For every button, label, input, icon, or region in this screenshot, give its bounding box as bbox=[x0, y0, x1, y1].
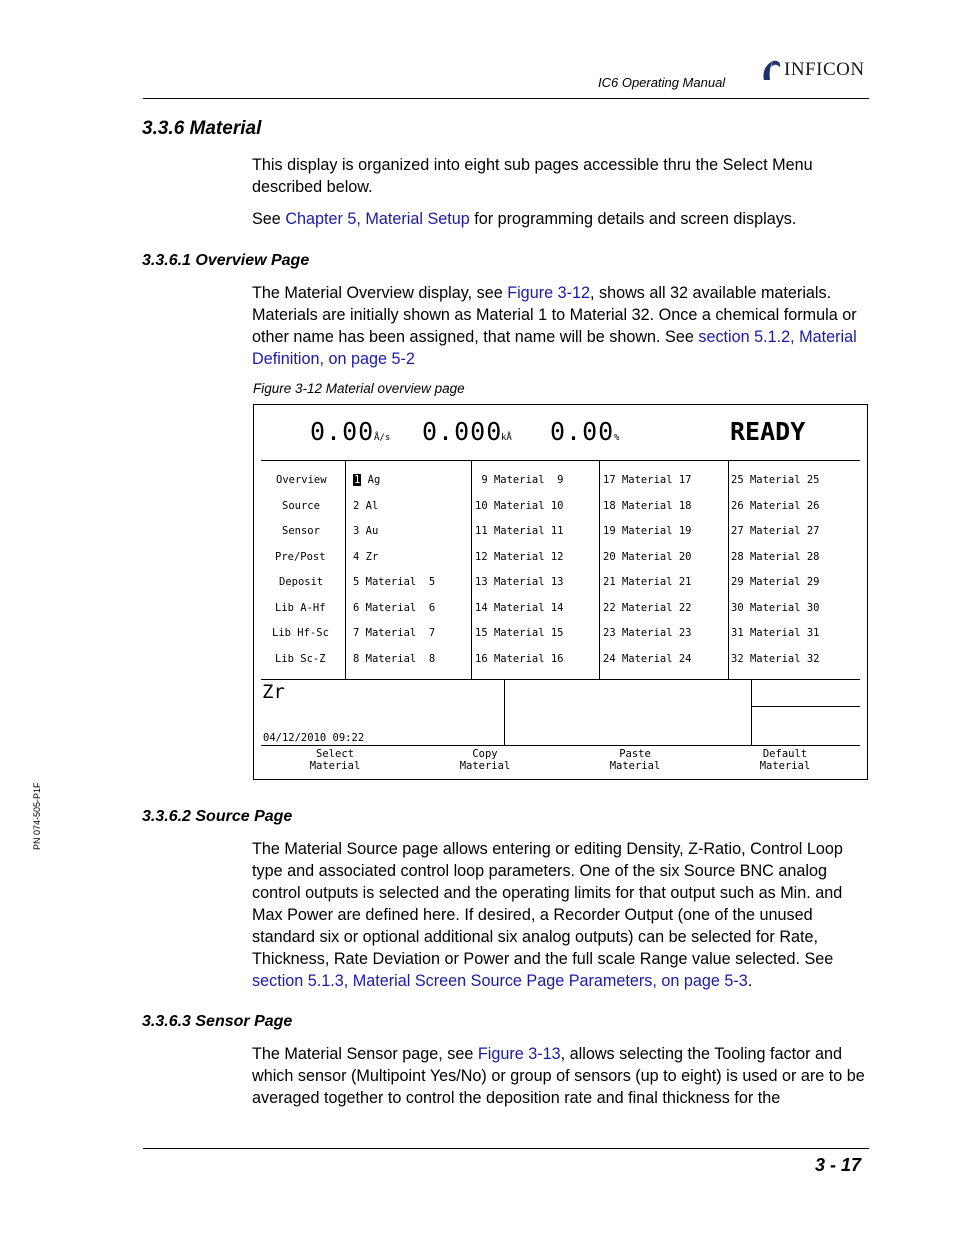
menu-lib-sc-z[interactable]: Lib Sc-Z bbox=[275, 653, 326, 665]
col-divider-2 bbox=[471, 460, 472, 680]
power-value: 0.00 bbox=[550, 417, 615, 446]
intro-text-2-post: for programming details and screen displays. bbox=[469, 210, 797, 228]
source-text-post: . bbox=[747, 972, 753, 990]
default-material-line1: Default bbox=[762, 748, 808, 760]
paste-material-line1: Paste bbox=[619, 748, 651, 760]
material-3[interactable]: 3 Au bbox=[353, 525, 379, 537]
mid-grid-line bbox=[261, 679, 860, 680]
footer-rule bbox=[143, 1148, 869, 1149]
info-subline bbox=[752, 706, 860, 707]
material-27[interactable]: 27 Material 27 bbox=[731, 525, 820, 537]
logo-text: INFICON bbox=[784, 59, 865, 80]
paste-material-line2: Material bbox=[609, 760, 661, 772]
rate-value: 0.00 bbox=[310, 417, 375, 446]
top-grid-line bbox=[261, 460, 860, 461]
material-16[interactable]: 16 Material 16 bbox=[475, 653, 564, 665]
material-11[interactable]: 11 Material 11 bbox=[475, 525, 564, 537]
material-5[interactable]: 5 Material 5 bbox=[353, 576, 436, 588]
col-divider-1 bbox=[345, 460, 346, 680]
intro-text-2-pre: See bbox=[252, 210, 286, 228]
header-rule bbox=[143, 98, 869, 99]
material-32[interactable]: 32 Material 32 bbox=[731, 653, 820, 665]
material-24[interactable]: 24 Material 24 bbox=[603, 653, 692, 665]
material-21[interactable]: 21 Material 21 bbox=[603, 576, 692, 588]
paste-material-softkey[interactable] bbox=[580, 748, 690, 772]
inficon-logo bbox=[760, 58, 865, 82]
intro-paragraph-2 bbox=[252, 208, 872, 230]
col-divider-4 bbox=[728, 460, 729, 680]
material-25[interactable]: 25 Material 25 bbox=[731, 474, 820, 486]
select-material-line1: Select bbox=[316, 748, 354, 760]
default-material-line2: Material bbox=[759, 760, 811, 772]
material-4[interactable]: 4 Zr bbox=[353, 551, 379, 563]
overview-text-mid: , shows all 32 available materials. Materials are initially shown as Material 1 to Material 32. Once a chemical formula or other name has been assigned, that name will be shown. See bbox=[252, 284, 857, 346]
info-divider-1 bbox=[504, 679, 505, 745]
thickness-unit: kÅ bbox=[501, 433, 512, 443]
figure-3-12-link[interactable]: Figure 3-12 bbox=[507, 284, 590, 302]
material-19[interactable]: 19 Material 19 bbox=[603, 525, 692, 537]
material-15[interactable]: 15 Material 15 bbox=[475, 627, 564, 639]
thickness-value: 0.000 bbox=[422, 417, 503, 446]
material-31[interactable]: 31 Material 31 bbox=[731, 627, 820, 639]
section-heading: 3.3.6 Material bbox=[142, 118, 262, 139]
material-13[interactable]: 13 Material 13 bbox=[475, 576, 564, 588]
overview-paragraph bbox=[252, 282, 872, 370]
material-30[interactable]: 30 Material 30 bbox=[731, 602, 820, 614]
material-10[interactable]: 10 Material 10 bbox=[475, 500, 564, 512]
intro-text-1: This display is organized into eight sub pages accessible thru the Select Menu described below. bbox=[252, 156, 813, 196]
material-22[interactable]: 22 Material 22 bbox=[603, 602, 692, 614]
material-18[interactable]: 18 Material 18 bbox=[603, 500, 692, 512]
material-29[interactable]: 29 Material 29 bbox=[731, 576, 820, 588]
material-2[interactable]: 2 Al bbox=[353, 500, 379, 512]
datetime-readout: 04/12/2010 09:22 bbox=[263, 732, 365, 744]
material-6[interactable]: 6 Material 6 bbox=[353, 602, 436, 614]
sensor-text-post: , allows selecting the Tooling factor and which sensor (Multipoint Yes/No) or group of sensors (up to eight) is used or are to be averaged together to control the deposition rate and final thickness for the bbox=[252, 1045, 865, 1107]
overview-heading: 3.3.6.1 Overview Page bbox=[142, 252, 310, 269]
material-14[interactable]: 14 Material 14 bbox=[475, 602, 564, 614]
chapter-5-link[interactable]: Chapter 5, Material Setup bbox=[285, 210, 470, 228]
inficon-logo-icon bbox=[760, 58, 782, 82]
material-26[interactable]: 26 Material 26 bbox=[731, 500, 820, 512]
select-material-line2: Material bbox=[309, 760, 361, 772]
source-heading: 3.3.6.2 Source Page bbox=[142, 808, 293, 825]
material-1[interactable]: 1 Ag bbox=[354, 474, 381, 486]
menu-sensor[interactable]: Sensor bbox=[282, 525, 320, 537]
material-overview-screen bbox=[253, 404, 868, 780]
menu-lib-hf-sc[interactable]: Lib Hf-Sc bbox=[272, 627, 329, 639]
power-unit: % bbox=[614, 433, 620, 443]
menu-deposit[interactable]: Deposit bbox=[279, 576, 324, 588]
rate-unit: Å/s bbox=[374, 433, 391, 443]
material-20[interactable]: 20 Material 20 bbox=[603, 551, 692, 563]
section-5-1-3-link[interactable]: section 5.1.3, Material Screen Source Page Parameters, on page 5-3 bbox=[252, 972, 748, 990]
copy-material-softkey[interactable] bbox=[430, 748, 540, 772]
softkey-line bbox=[261, 745, 860, 746]
material-23[interactable]: 23 Material 23 bbox=[603, 627, 692, 639]
col-divider-3 bbox=[599, 460, 600, 680]
default-material-softkey[interactable] bbox=[730, 748, 840, 772]
section-5-1-2-link[interactable]: section 5.1.2, Material Definition, on page 5-2 bbox=[252, 328, 857, 368]
copy-material-line2: Material bbox=[459, 760, 511, 772]
selected-material-name: Zr bbox=[262, 681, 285, 703]
sensor-text-pre: The Material Sensor page, see bbox=[252, 1045, 478, 1063]
menu-pre-post[interactable]: Pre/Post bbox=[275, 551, 326, 563]
status-ready: READY bbox=[730, 417, 806, 446]
material-9[interactable]: 9 Material 9 bbox=[475, 474, 564, 486]
copy-material-line1: Copy bbox=[472, 748, 498, 760]
material-8[interactable]: 8 Material 8 bbox=[353, 653, 436, 665]
figure-3-13-link[interactable]: Figure 3-13 bbox=[477, 1045, 561, 1063]
menu-lib-a-hf[interactable]: Lib A-Hf bbox=[275, 602, 326, 614]
material-17[interactable]: 17 Material 17 bbox=[603, 474, 692, 486]
source-paragraph bbox=[252, 838, 872, 992]
material-12[interactable]: 12 Material 12 bbox=[475, 551, 564, 563]
material-28[interactable]: 28 Material 28 bbox=[731, 551, 820, 563]
select-material-softkey[interactable] bbox=[280, 748, 390, 772]
manual-title: IC6 Operating Manual bbox=[598, 75, 726, 90]
figure-caption: Figure 3-12 Material overview page bbox=[253, 381, 465, 396]
part-number: PN 074-505-P1F bbox=[32, 782, 42, 850]
material-1-highlight: 1 bbox=[354, 474, 361, 486]
sensor-paragraph bbox=[252, 1043, 872, 1109]
intro-paragraph-1 bbox=[252, 154, 872, 198]
menu-source[interactable]: Source bbox=[282, 500, 320, 512]
sensor-heading: 3.3.6.3 Sensor Page bbox=[142, 1013, 293, 1030]
menu-overview[interactable]: Overview bbox=[276, 474, 327, 486]
overview-text-pre: The Material Overview display, see bbox=[252, 284, 508, 302]
material-7[interactable]: 7 Material 7 bbox=[353, 627, 436, 639]
info-divider-2 bbox=[751, 679, 752, 745]
page-number: 3 - 17 bbox=[815, 1155, 862, 1175]
source-text: The Material Source page allows entering or editing Density, Z-Ratio, Control Loop type and associated control loop parameters. One of the six Source BNC analog control outputs is selected and the operating limits for that output such as Min. and Max Power are defined here. If desired, a Recorder Output (one of the unused standard six or optional additional six analog outputs) can be selected for Rate, Thickness, Rate Deviation or Power and the full scale Range value selected. See bbox=[252, 840, 843, 968]
